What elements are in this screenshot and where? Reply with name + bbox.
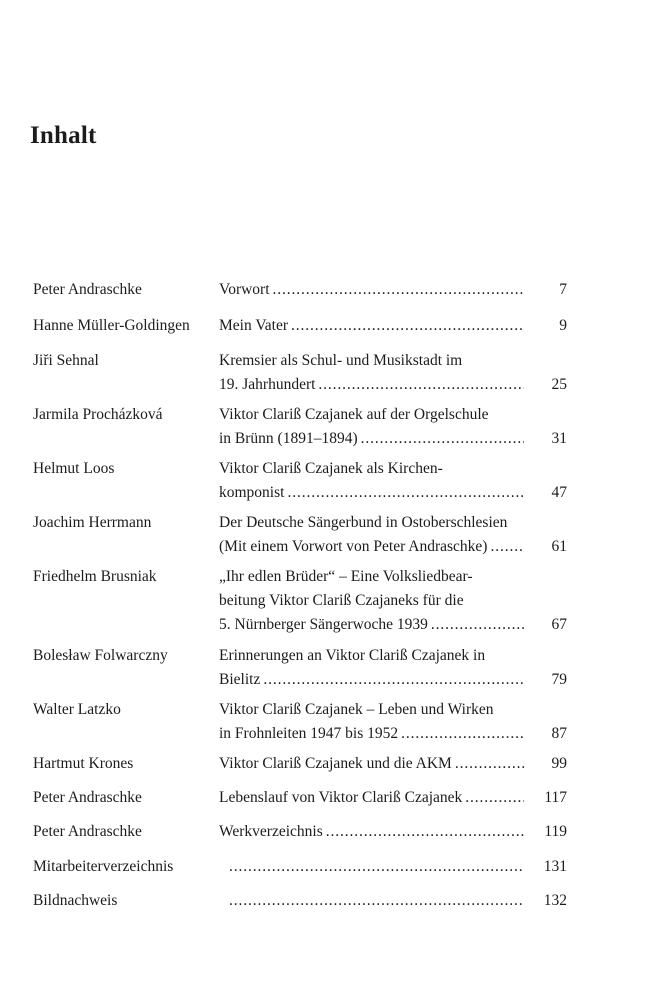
toc-author: Bildnachweis [33, 892, 118, 909]
toc-title-line: „Ihr edlen Brüder“ – Eine Volksliedbear- [219, 568, 473, 585]
dot-leader [490, 535, 524, 559]
toc-author: Hanne Müller-Goldingen [33, 317, 190, 334]
toc-title [219, 855, 524, 879]
dot-leader [431, 613, 524, 637]
toc-author: Peter Andraschke [33, 281, 142, 298]
toc-title [219, 349, 524, 397]
toc-title-line: Viktor Clariß Czajanek auf der Orgelschule [219, 406, 489, 423]
toc-page-number: 9 [559, 317, 567, 334]
dot-leader [229, 889, 524, 913]
toc-title-line: Lebenslauf von Viktor Clariß Czajanek . . . [219, 786, 524, 810]
toc-title [219, 786, 524, 810]
toc-page-number: 119 [544, 823, 567, 840]
toc-author: Walter Latzko [33, 701, 121, 718]
toc-title-line: Kremsier als Schul- und Musikstadt im [219, 352, 463, 369]
toc-author: Peter Andraschke [33, 789, 142, 806]
toc-title-line: in Brünn (1891–1894) . . . [219, 427, 524, 451]
toc-title-line: beitung Viktor Clariß Czajaneks für die [219, 592, 464, 609]
dot-leader [229, 855, 524, 879]
toc-title [219, 403, 524, 451]
toc-page-number: 31 [551, 430, 567, 447]
toc-title [219, 314, 524, 338]
toc-page-number: 131 [543, 858, 567, 875]
toc-author: Jiři Sehnal [33, 352, 99, 369]
toc-title [219, 278, 524, 302]
toc-title [219, 511, 524, 559]
dot-leader [465, 786, 524, 810]
toc-title [219, 752, 524, 776]
toc-author: Jarmila Procházková [33, 406, 163, 423]
toc-page-number: 79 [551, 671, 567, 688]
toc-page-number: 99 [551, 755, 567, 772]
toc-author: Peter Andraschke [33, 823, 142, 840]
dot-leader [361, 427, 524, 451]
toc-page-number: 87 [551, 725, 567, 742]
toc-title-line: Vorwort . . . [219, 278, 524, 302]
toc-title-line: Viktor Clariß Czajanek und die AKM . . . [219, 752, 524, 776]
toc-title [219, 698, 524, 746]
toc-title-line [219, 855, 524, 879]
dot-leader [455, 752, 524, 776]
toc-title-line [219, 889, 524, 913]
toc-title-line: 19. Jahrhundert . . . [219, 373, 524, 397]
toc-page-number: 67 [551, 616, 567, 633]
toc-title-line: Werkverzeichnis . . . [219, 820, 524, 844]
toc-author: Mitarbeiterverzeichnis [33, 858, 174, 875]
dot-leader [263, 668, 524, 692]
dot-leader [318, 373, 524, 397]
toc-page-number: 132 [543, 892, 567, 909]
toc-title-line: Mein Vater . . . [219, 314, 524, 338]
page-title: Inhalt [30, 122, 97, 149]
toc-author: Helmut Loos [33, 460, 115, 477]
toc-title-line: Erinnerungen an Viktor Clariß Czajanek in [219, 647, 486, 664]
toc-page-number: 61 [551, 538, 567, 555]
toc-page-number: 25 [551, 376, 567, 393]
toc-title-line: Viktor Clariß Czajanek – Leben und Wirken [219, 701, 494, 718]
toc-title-line: in Frohnleiten 1947 bis 1952 . . . [219, 722, 524, 746]
dot-leader [401, 722, 524, 746]
toc-title-line: komponist . . . [219, 481, 524, 505]
toc-title [219, 820, 524, 844]
dot-leader [273, 278, 524, 302]
toc-title-line: 5. Nürnberger Sängerwoche 1939 . . . [219, 613, 524, 637]
dot-leader [291, 314, 524, 338]
toc-author: Hartmut Krones [33, 755, 134, 772]
dot-leader [287, 481, 524, 505]
toc-title [219, 457, 524, 505]
toc-page-number: 117 [544, 789, 567, 806]
toc-title-line: Der Deutsche Sängerbund in Ostoberschlesien [219, 514, 508, 531]
toc-author: Bolesław Folwarczny [33, 647, 168, 664]
toc-title [219, 889, 524, 913]
dot-leader [326, 820, 524, 844]
toc-page-number: 47 [551, 484, 567, 501]
toc-title-line: (Mit einem Vorwort von Peter Andraschke) . . . [219, 535, 524, 559]
toc-author: Joachim Herrmann [33, 514, 152, 531]
toc-title-line: Bielitz . . . [219, 668, 524, 692]
toc-author: Friedhelm Brusniak [33, 568, 157, 585]
toc-title [219, 565, 524, 637]
toc-title [219, 644, 524, 692]
toc-page-number: 7 [559, 281, 567, 298]
toc-title-line: Viktor Clariß Czajanek als Kirchen- [219, 460, 443, 477]
